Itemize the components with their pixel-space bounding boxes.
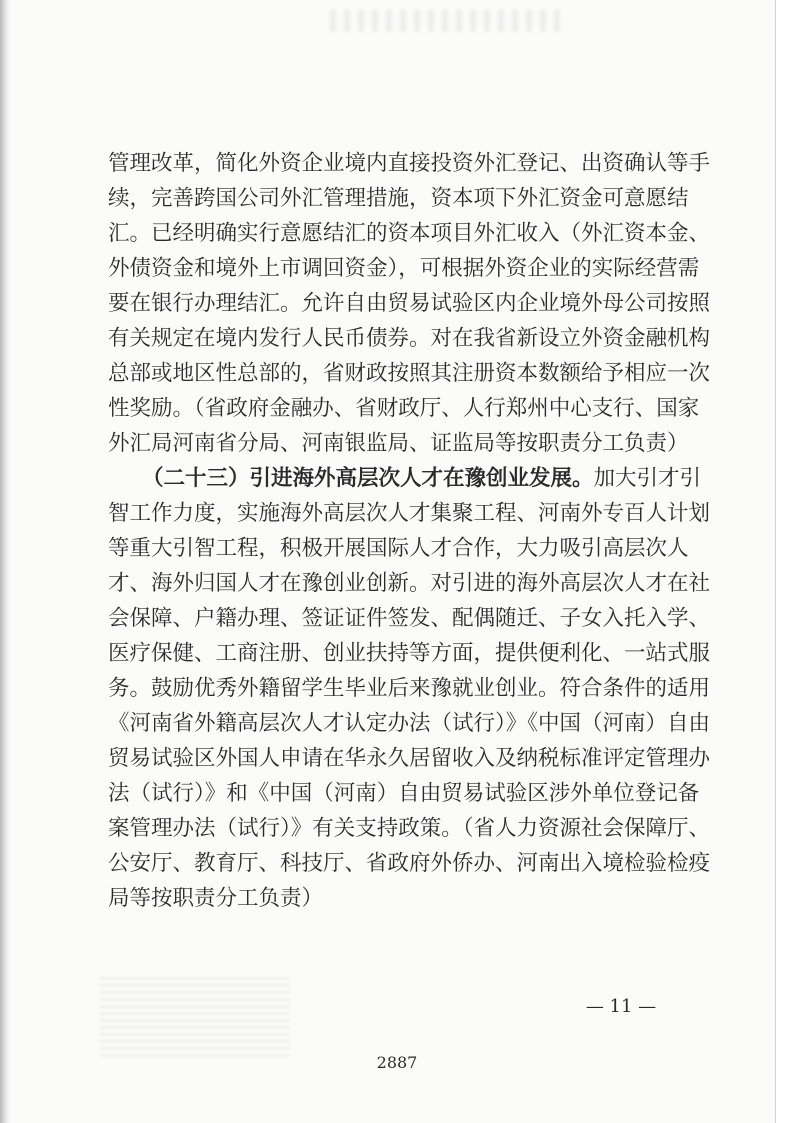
archive-number: 2887 — [376, 1053, 418, 1072]
section-heading-line — [108, 461, 702, 496]
text-line: 会保障、户籍办理、签证证件签发、配偶随迁、子女入托入学、 — [108, 606, 711, 631]
text-line: 《河南省外籍高层次人才认定办法（试行）》《中国（河南）自由 — [108, 711, 711, 736]
text-line: 才、海外归国人才在豫创业创新。对引进的海外高层次人才在社 — [108, 571, 711, 596]
text-line: 总部或地区性总部的，省财政按照其注册资本数额给予相应一次 — [108, 361, 711, 386]
scan-left-shadow — [0, 0, 10, 1123]
text-line: 性奖励。（省政府金融办、省财政厅、人行郑州中心支行、国家 — [108, 396, 700, 421]
text-line: 外汇局河南省分局、河南银监局、证监局等按职责分工负责） — [108, 431, 689, 456]
text-line: 续，完善跨国公司外汇管理措施，资本项下外汇资金可意愿结 — [108, 186, 689, 211]
text-line: 案管理办法（试行）》有关支持政策。（省人力资源社会保障厅、 — [108, 816, 711, 841]
text-line: 等重大引智工程，积极开展国际人才合作，大力吸引高层次人 — [108, 536, 689, 561]
body-text — [108, 146, 711, 916]
section-heading-continuation: 加大引才引 — [593, 466, 702, 491]
bleed-through-mark — [330, 10, 560, 32]
paragraph-foreign-exchange — [108, 146, 711, 461]
text-line: 医疗保健、工商注册、创业扶持等方面，提供便利化、一站式服 — [108, 641, 711, 666]
text-line: 汇。已经明确实行意愿结汇的资本项目外汇收入（外汇资本金、 — [108, 221, 711, 246]
text-line: 法（试行）》和《中国（河南）自由贸易试验区涉外单位登记备 — [108, 781, 700, 806]
bleed-through-stamp — [100, 975, 290, 1057]
page-number: — 11 — — [585, 996, 657, 1017]
text-line: 要在银行办理结汇。允许自由贸易试验区内企业境外母公司按照 — [108, 291, 711, 316]
scan-right-edge — [775, 0, 795, 1123]
text-line: 贸易试验区外国人申请在华永久居留收入及纳税标准评定管理办 — [108, 746, 711, 771]
text-line: 务。鼓励优秀外籍留学生毕业后来豫就业创业。符合条件的适用 — [108, 676, 711, 701]
text-line: 管理改革，简化外资企业境内直接投资外汇登记、出资确认等手 — [108, 151, 711, 176]
text-line: 智工作力度，实施海外高层次人才集聚工程、河南外专百人计划 — [108, 501, 711, 526]
text-line: 有关规定在境内发行人民币债券。对在我省新设立外资金融机构 — [108, 326, 711, 351]
text-line: 局等按职责分工负责） — [108, 886, 324, 911]
text-line: 外债资金和境外上市调回资金），可根据外资企业的实际经营需 — [108, 256, 700, 281]
section-heading: （二十三）引进海外高层次人才在豫创业发展。 — [142, 466, 594, 491]
paragraph-talent-introduction — [108, 461, 711, 916]
text-line: 公安厅、教育厅、科技厅、省政府外侨办、河南出入境检验检疫 — [108, 851, 711, 876]
